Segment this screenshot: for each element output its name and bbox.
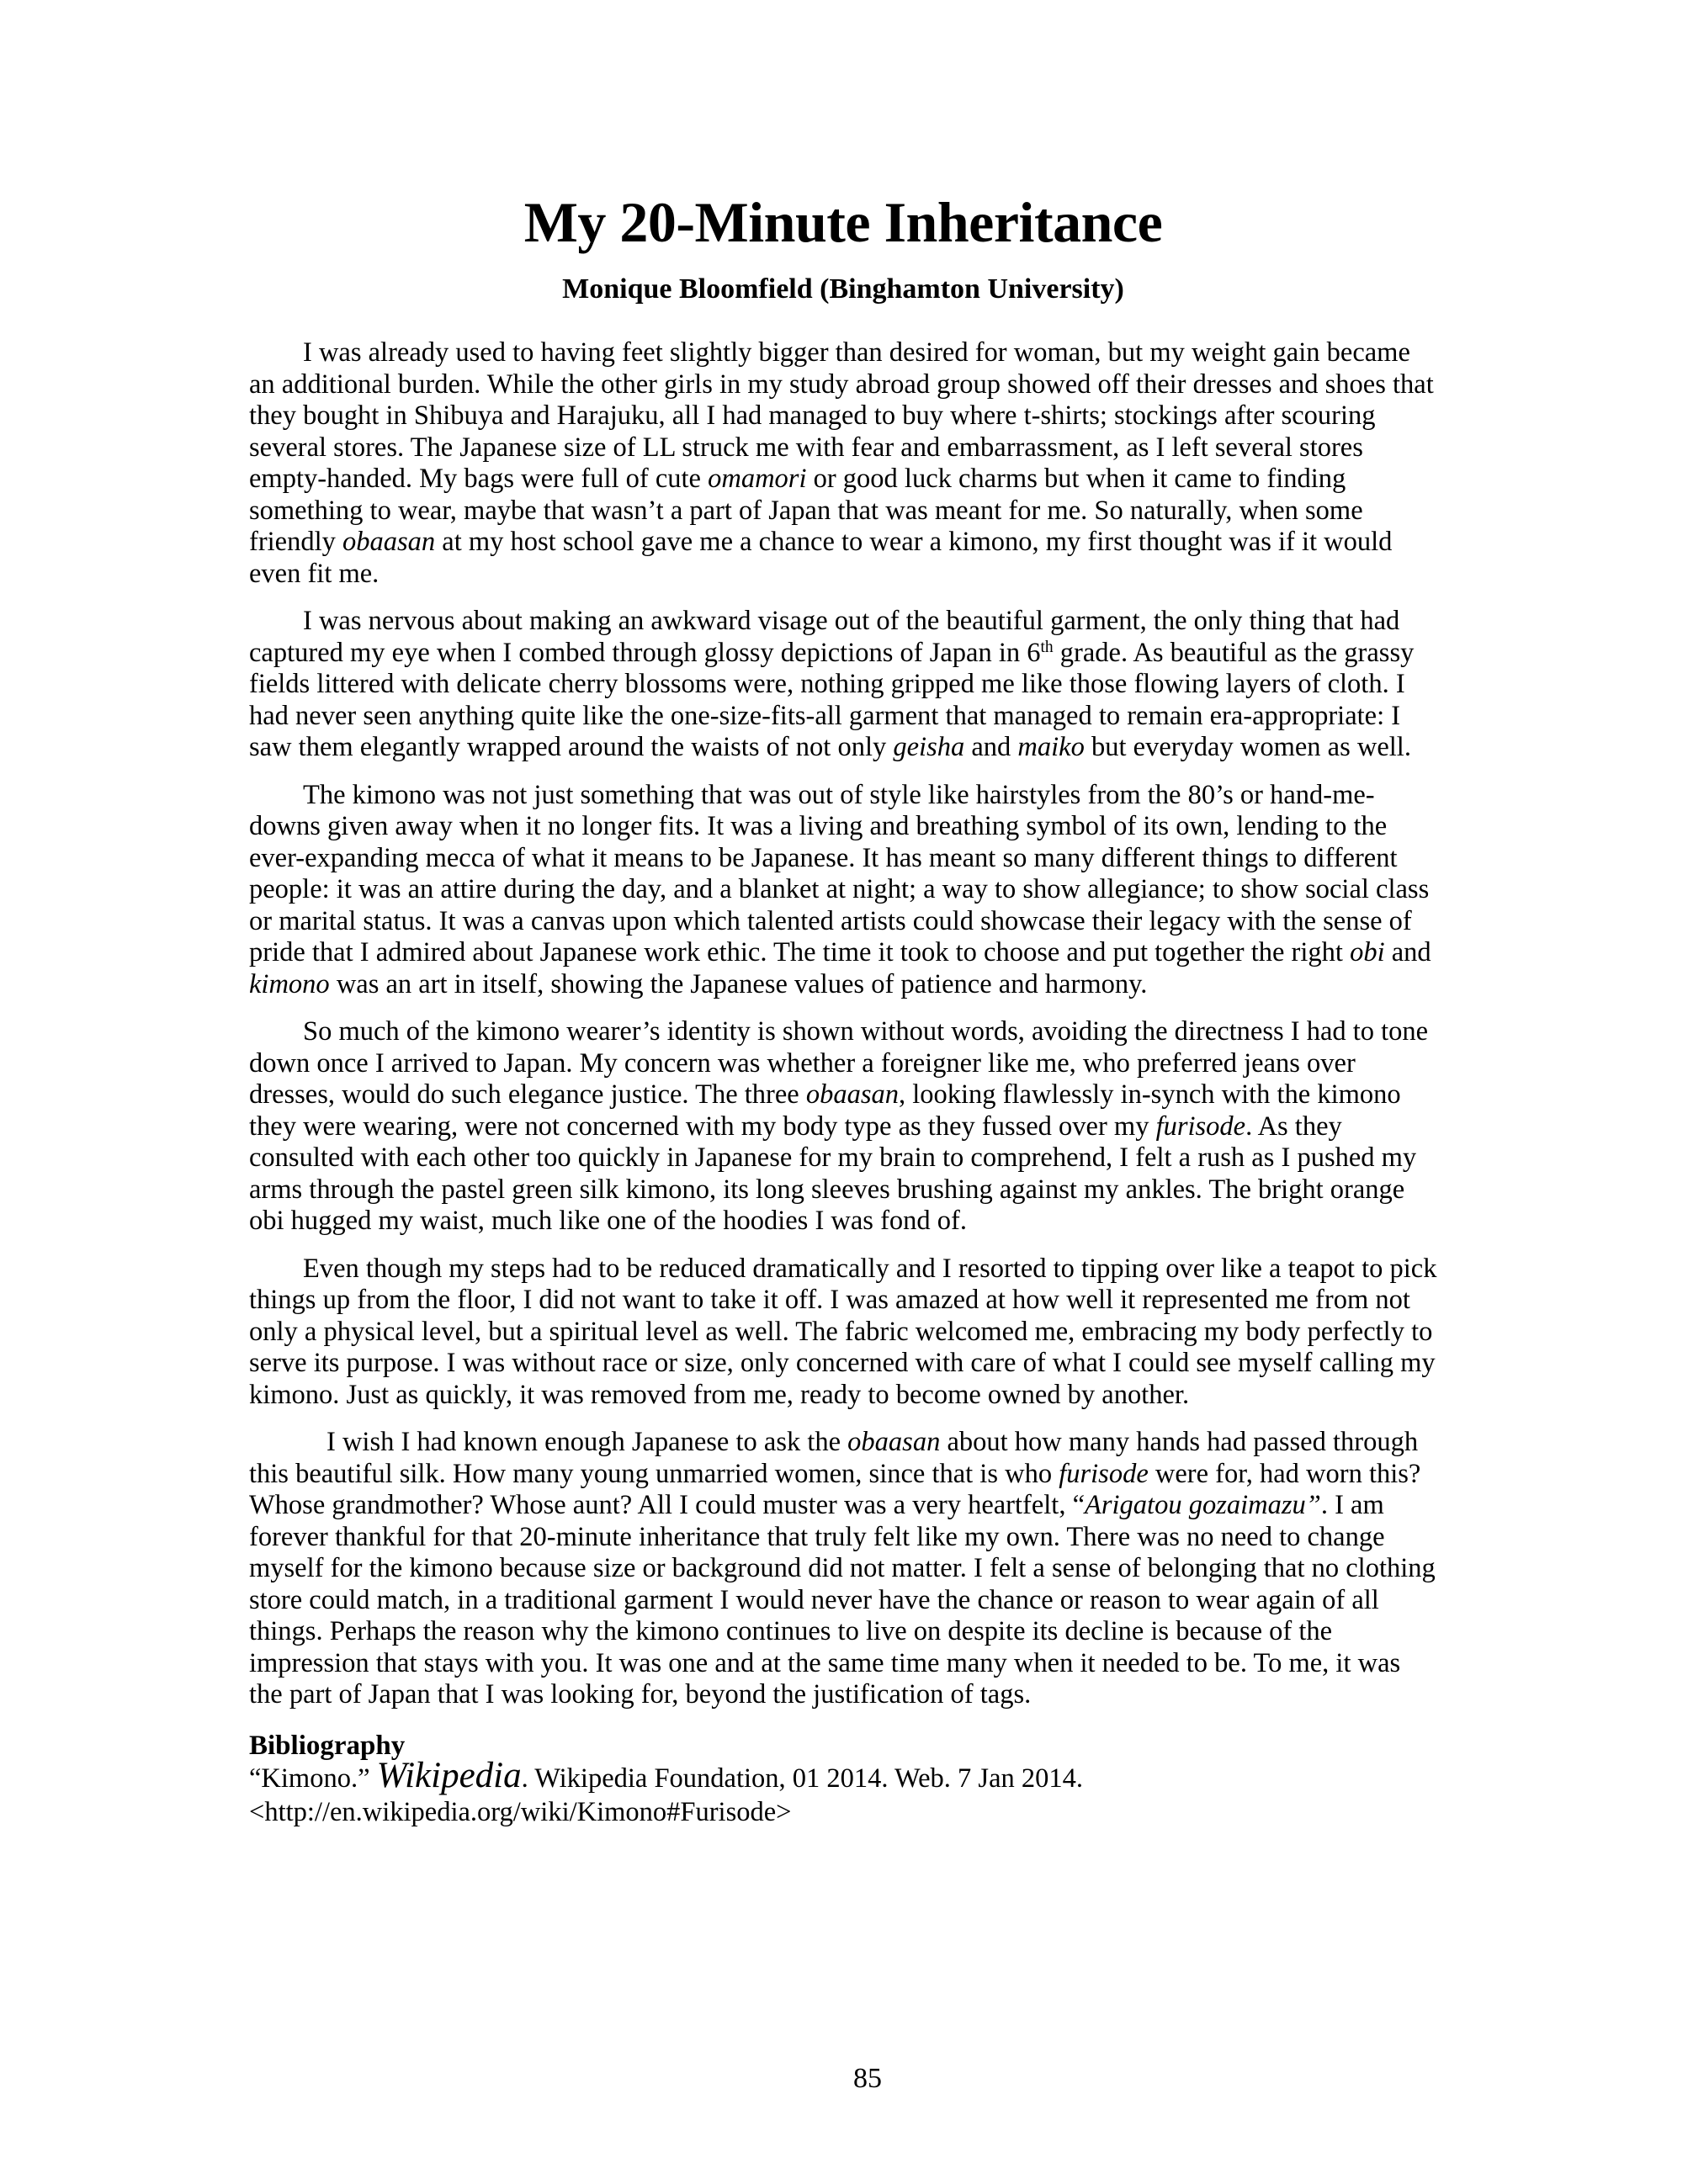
essay-body — [249, 337, 1437, 1711]
bibliography-url: <http://en.wikipedia.org/wiki/Kimono#Furisode> — [249, 1796, 792, 1827]
essay-paragraph: The kimono was not just something that was out of style like hairstyles from the 80’s or hand-me-downs given away when it no longer fits. It was a living and breathing symbol of its own, lending to the ever-expanding mecca of what it means to be Japanese. It has meant so many different things to different people: it was an attire during the day, and a blanket at night; a way to show allegiance; to show social class or marital status. It was a canvas upon which talented artists could showcase their legacy with the sense of pride that I admired about Japanese work ethic. The time it took to choose and put together the right obi and kimono was an art in itself, showing the Japanese values of patience and harmony. — [249, 779, 1431, 999]
page-title: My 20-Minute Inheritance — [523, 190, 1163, 254]
essay-paragraph: So much of the kimono wearer’s identity is shown without words, avoiding the directness I had to tone down once I arrived to Japan. My concern was whether a foreigner like me, who preferred jeans over dresses, would do such elegance justice. The three obaasan, looking flawlessly in-synch with the kimono they were wearing, were not concerned with my body type as they fussed over my furisode. As they consulted with each other too quickly in Japanese for my brain to comprehend, I felt a rush as I pushed my arms through the pastel green silk kimono, its long sleeves brushing against my ankles. The bright orange obi hugged my waist, much like one of the hoodies I was fond of. — [249, 1016, 1429, 1236]
bibliography-heading: Bibliography — [249, 1730, 406, 1761]
essay-paragraph: Even though my steps had to be reduced dramatically and I resorted to tipping over like a teapot to pick things up from the floor, I did not want to take it off. I was amazed at how well it represented me from not only a physical level, but a spiritual level as well. The fabric welcomed me, embracing my body perfectly to serve its purpose. I was without race or size, only concerned with care of what I could see myself calling my kimono. Just as quickly, it was removed from me, ready to become owned by another. — [249, 1253, 1437, 1410]
byline: Monique Bloomfield (Binghamton University) — [562, 273, 1124, 305]
document-page — [249, 0, 1437, 1829]
essay-paragraph: I wish I had known enough Japanese to ask the obaasan about how many hands had passed through this beautiful silk. How many young unmarried women, since that is who furisode were for, had worn this? Whose grandmother? Whose aunt? All I could muster was a very heartfelt, “Arigatou gozaimazu”. I am forever thankful for that 20-minute inheritance that truly felt like my own. There was no need to change myself for the kimono because size or background did not matter. I felt a sense of belonging that no clothing store could match, in a traditional garment I would never have the chance or reason to wear again of all things. Perhaps the reason why the kimono continues to live on despite its decline is because of the impression that stays with you. It was one and at the same time many when it needed to be. To me, it was the part of Japan that I was looking for, beyond the justification of tags. — [249, 1427, 1436, 1710]
page-number: 85 — [853, 2063, 882, 2094]
essay-paragraph: I was already used to having feet slightly bigger than desired for woman, but my weight gain became an additional burden. While the other girls in my study abroad group showed off their dresses and shoes that they bought in Shibuya and Harajuku, all I had managed to buy where t-shirts; stockings after scouring several stores. The Japanese size of LL struck me with fear and embarrassment, as I left several stores empty-handed. My bags were full of cute omamori or good luck charms but when it came to finding something to wear, maybe that wasn’t a part of Japan that was meant for me. So naturally, when some friendly obaasan at my host school gave me a chance to wear a kimono, my first thought was if it would even fit me. — [249, 337, 1434, 589]
bibliography-entry: “Kimono.” Wikipedia. Wikipedia Foundation, 01 2014. Web. 7 Jan 2014. — [249, 1755, 1084, 1795]
essay-paragraph: I was nervous about making an awkward visage out of the beautiful garment, the only thing that had captured my eye when I combed through glossy depictions of Japan in 6th grade. As beautiful as the grassy fields littered with delicate cherry blossoms were, nothing gripped me like those flowing layers of cloth. I had never seen anything quite like the one-size-fits-all garment that managed to remain era-appropriate: I saw them elegantly wrapped around the waists of not only geisha and maiko but everyday women as well. — [249, 606, 1415, 762]
